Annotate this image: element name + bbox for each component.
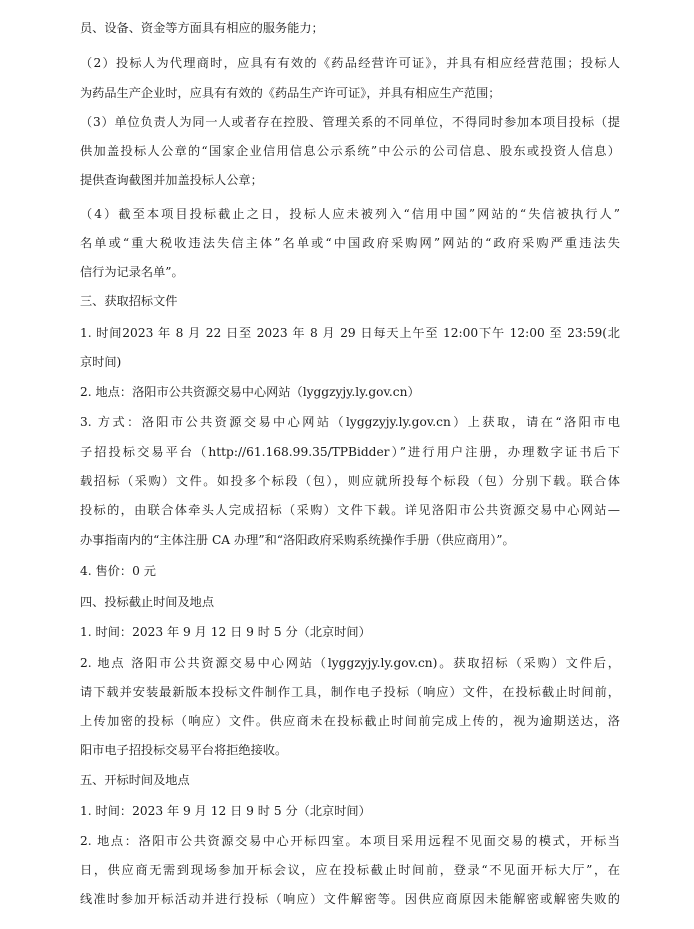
text-line: 请下载并安装最新版本投标文件制作工具，制作电子投标（响应）文件，在投标截止时间前， xyxy=(80,685,620,699)
text-line: （2）投标人为代理商时，应具有有效的《药品经营许可证》，并具有相应经营范围；投标人 xyxy=(80,56,620,70)
text-line: 提供查询截图并加盖投标人公章； xyxy=(80,173,263,187)
section-heading: 三、获取招标文件 xyxy=(80,294,178,308)
text-line: 载招标（采购）文件。如投多个标段（包），则应就所投每个标段（包）分别下载。联合体 xyxy=(80,474,620,488)
text-line: 2. 地点：洛阳市公共资源交易中心网站（lyggzyjy.ly.gov.cn） xyxy=(80,385,420,399)
text-line: 2. 地点 洛阳市公共资源交易中心网站（lyggzyjy.ly.gov.cn)。获取招标（采购）文件后， xyxy=(80,656,620,670)
text-line: 2. 地点：洛阳市公共资源交易中心开标四室。本项目采用远程不见面交易的模式，开标当 xyxy=(80,834,620,848)
text-line: 供加盖投标人公章的“国家企业信用信息公示系统”中公示的公司信息、股东或投资人信息） xyxy=(80,144,620,158)
text-line: 1. 时间：2023 年 9 月 12 日 9 时 5 分（北京时间） xyxy=(80,625,371,639)
text-line: 办事指南内的“主体注册 CA 办理”和“洛阳政府采购系统操作手册（供应商用）”。 xyxy=(80,533,515,547)
text-line: 员、设备、资金等方面具有相应的服务能力； xyxy=(80,21,324,35)
text-line: 信行为记录名单”。 xyxy=(80,265,184,279)
text-line: （3）单位负责人为同一人或者存在控股、管理关系的不同单位，不得同时参加本项目投标（提 xyxy=(80,115,620,129)
section-heading: 四、投标截止时间及地点 xyxy=(80,595,215,609)
text-line: 日，供应商无需到现场参加开标会议，应在投标截止时间前，登录“不见面开标大厅”，在 xyxy=(80,863,620,877)
text-line: 子招投标交易平台（http://61.168.99.35/TPBidder）”进行用户注册，办理数字证书后下 xyxy=(80,445,620,459)
text-line: 1. 时间：2023 年 9 月 12 日 9 时 5 分（北京时间） xyxy=(80,804,371,818)
text-line: 上传加密的投标（响应）文件。供应商未在投标截止时间前完成上传的，视为逾期送达，洛 xyxy=(80,714,620,728)
text-line: 京时间) xyxy=(80,355,122,369)
text-line: 线准时参加开标活动并进行投标（响应）文件解密等。因供应商原因未能解密或解密失败的 xyxy=(80,892,620,906)
text-line: 为药品生产企业时，应具有有效的《药品生产许可证》，并具有相应生产范围； xyxy=(80,86,501,100)
text-line: 3. 方式：洛阳市公共资源交易中心网站（lyggzyjy.ly.gov.cn）上获取，请在“洛阳市电 xyxy=(80,415,620,429)
text-line: 1. 时间2023 年 8 月 22 日至 2023 年 8 月 29 日每天上午至 12:00下午 12:00 至 23:59(北 xyxy=(80,326,620,340)
section-heading: 五、开标时间及地点 xyxy=(80,773,190,787)
text-line: 阳市电子招投标交易平台将拒绝接收。 xyxy=(80,743,288,757)
text-line: 4. 售价：0 元 xyxy=(80,564,156,578)
text-line: 投标的，由联合体牵头人完成招标（采购）文件下载。详见洛阳市公共资源交易中心网站— xyxy=(80,503,620,517)
text-line: （4）截至本项目投标截止之日，投标人应未被列入“信用中国”网站的“失信被执行人” xyxy=(80,207,620,221)
text-line: 名单或“重大税收违法失信主体”名单或“中国政府采购网”网站的“政府采购严重违法失 xyxy=(80,236,620,250)
